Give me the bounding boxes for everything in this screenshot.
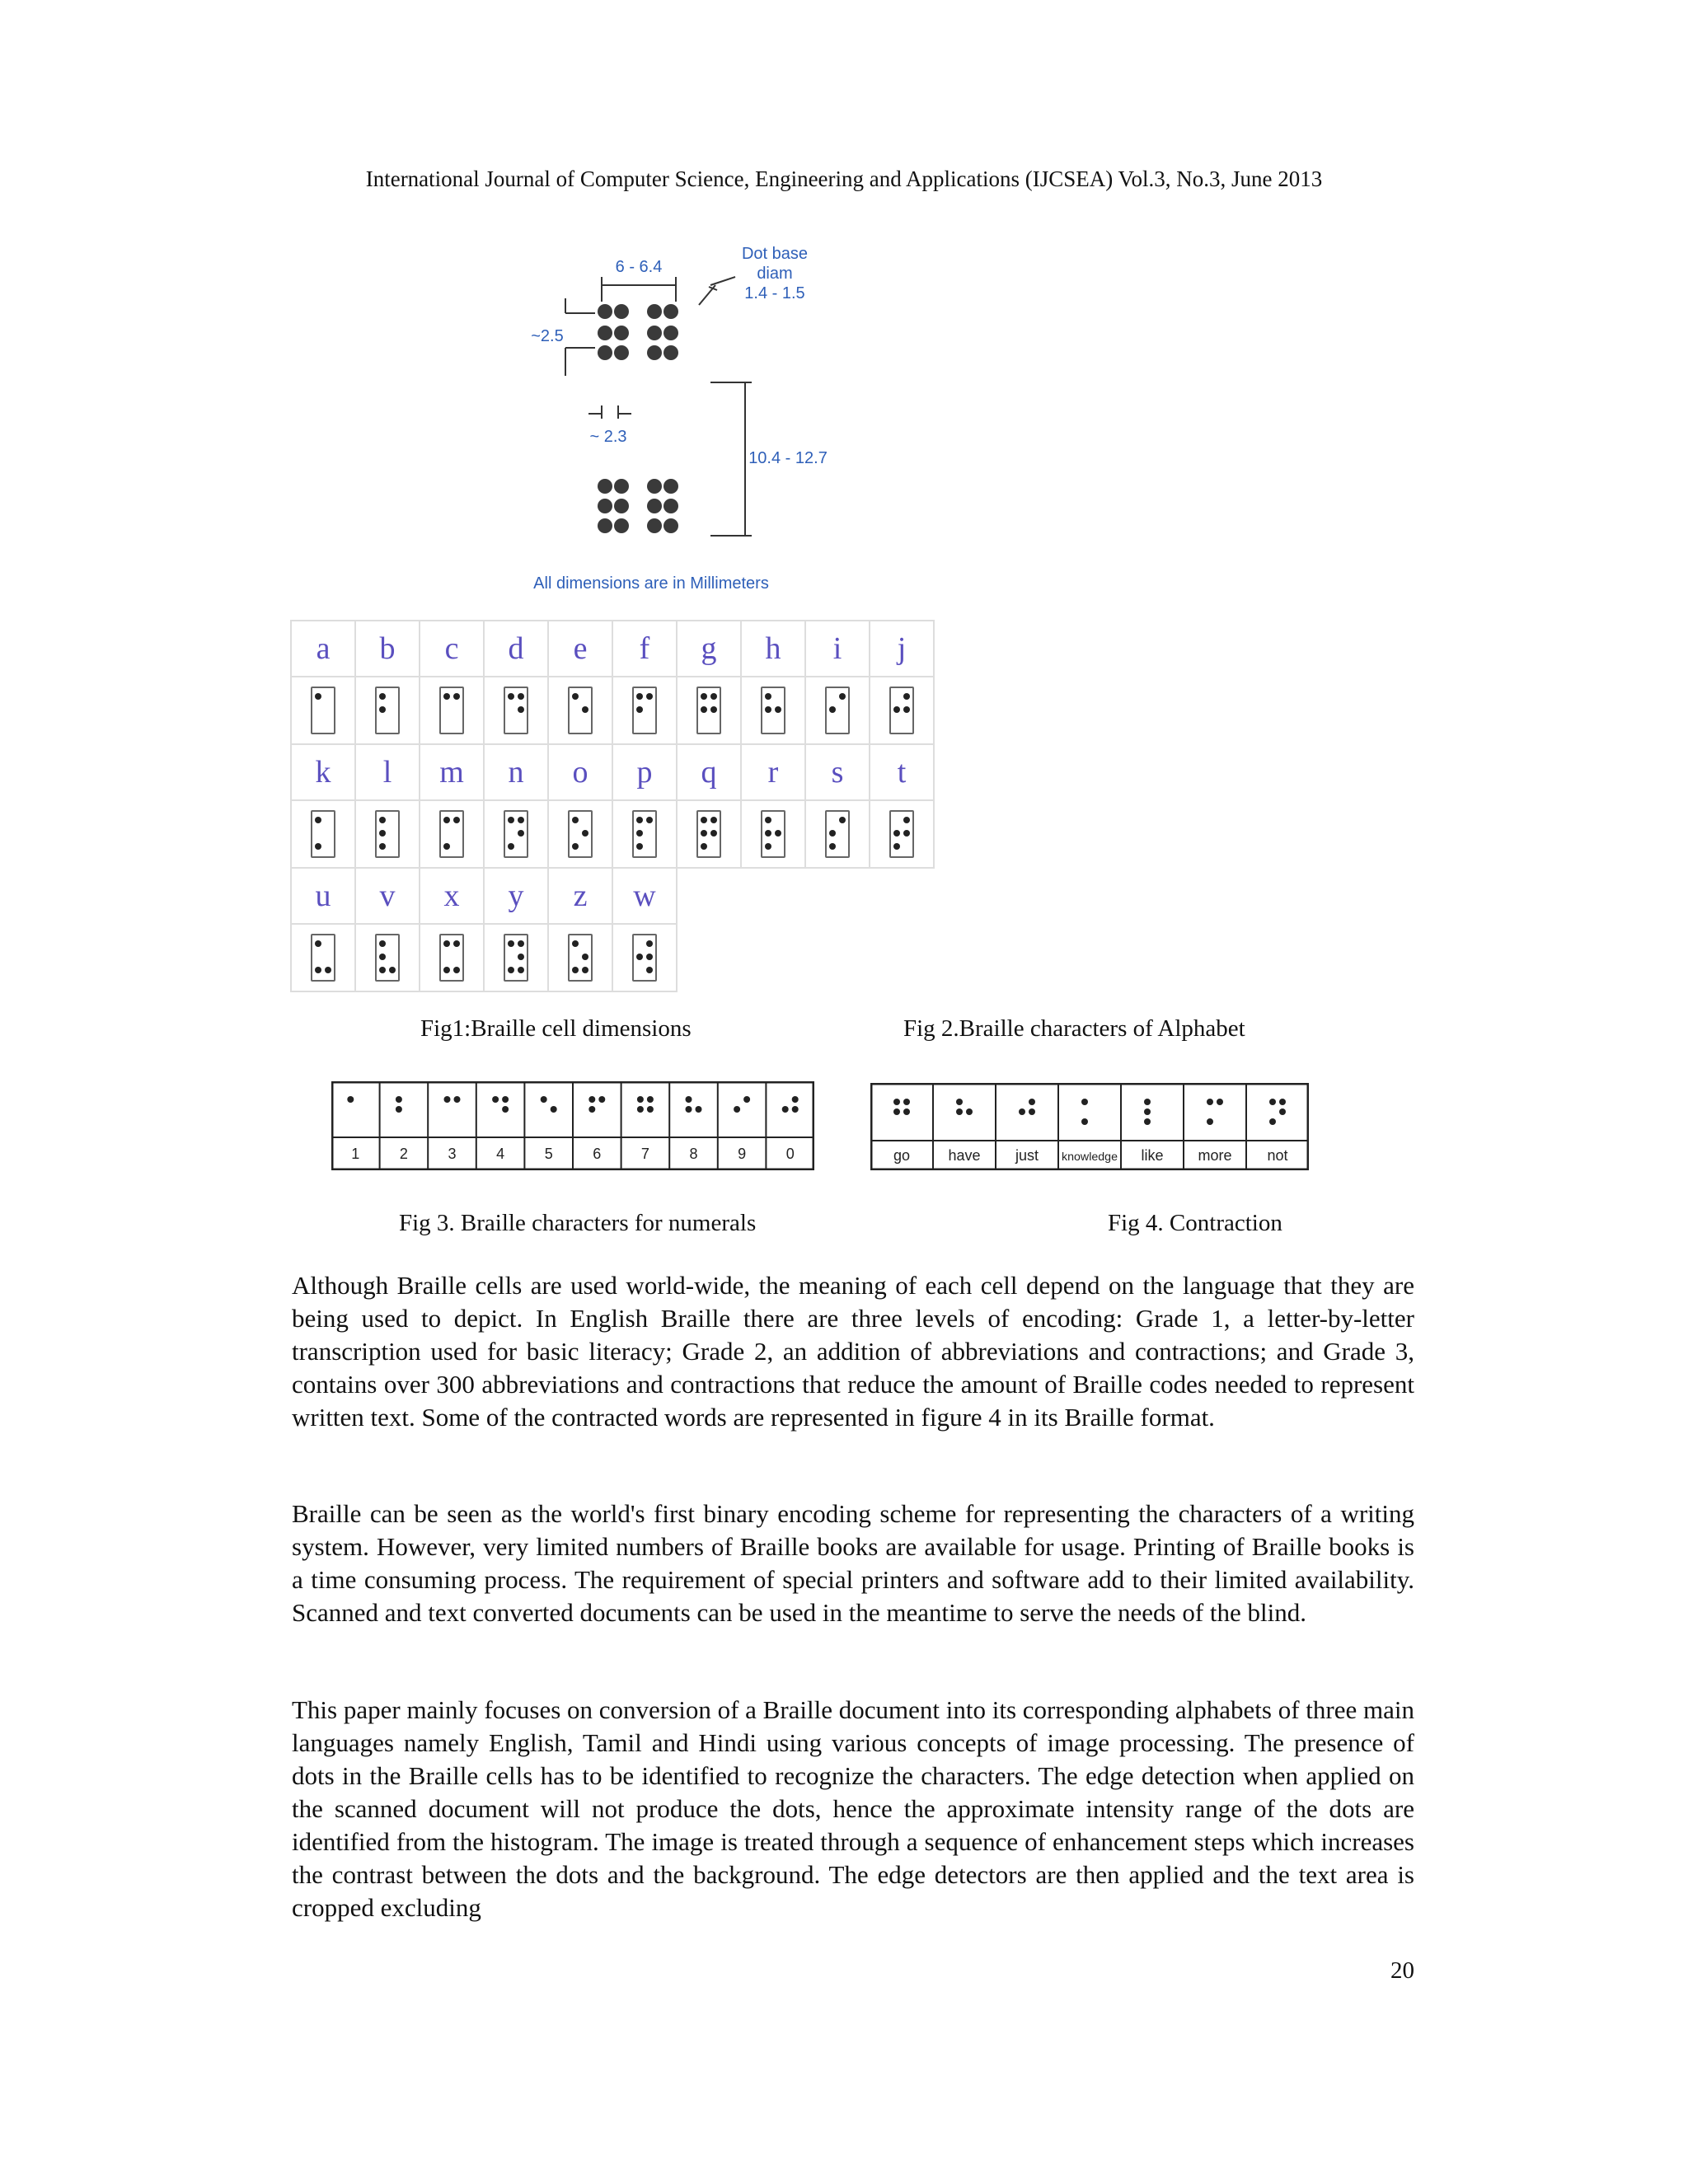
braille-dot [1207,1099,1213,1105]
empty-cell [741,924,805,991]
alphabet-cell [484,800,548,868]
braille-dot [636,693,643,700]
braille-cell [696,810,721,858]
braille-dot [1144,1099,1151,1105]
braille-dot [646,967,653,973]
cell-label: 7 [640,1146,649,1162]
braille-dot [1207,1118,1213,1125]
dot-base-label-line3: 1.4 - 1.5 [744,284,805,302]
braille-dot [1144,1108,1151,1115]
dot-base-label-line1: Dot base [741,245,809,263]
braille-dot [582,830,588,837]
page-number: 20 [1390,1957,1414,1984]
braille-cell [825,810,850,858]
braille-dot [647,499,662,513]
braille-dot [453,693,460,700]
braille-dot [588,1106,595,1113]
braille-dot [454,1096,461,1103]
fig4-caption: Fig 4. Contraction [1108,1210,1282,1236]
alphabet-cell [677,800,741,868]
alphabet-letter: m [420,744,484,800]
dimensions-footnote: All dimensions are in Millimeters [533,574,769,593]
braille-dot [829,830,836,837]
braille-dot [636,706,643,713]
braille-dot [379,940,386,947]
paragraph-1: Although Braille cells are used world-wide, the meaning of each cell depend on the language that they are being used to depict. In English Braille there are three levels of encoding: Grade 1, a letter-by-letter transcription used for basic literacy; Grade 2, an addition of abbreviations and contractions; and Grade 3, contains over 300 abbreviations and contractions that reduce the amount of Braille codes needed to represent written text. Some of the contracted words are represented in figure 4 in its Braille format. [292,1271,1414,1432]
cell-label: go [893,1147,911,1164]
braille-cell [761,687,785,734]
fig1-caption: Fig1:Braille cell dimensions [420,1015,692,1042]
alphabet-letter: o [548,744,612,800]
running-header: International Journal of Computer Science, Engineering and Applications (IJCSEA) Vol.3, No.3, June 2013 [365,166,1323,191]
alphabet-cell [355,800,420,868]
braille-dot [614,518,629,533]
braille-cell [889,687,914,734]
braille-dot [1279,1099,1286,1105]
alphabet-letter: f [612,621,677,677]
braille-dot [701,706,707,713]
empty-cell [870,868,934,924]
braille-dot [646,954,653,960]
braille-dot [1081,1099,1088,1105]
braille-dot [315,817,321,823]
braille-dot [710,817,717,823]
cell-label: 1 [351,1146,360,1162]
alphabet-cell [420,924,484,991]
braille-dot [663,518,678,533]
row-spacing-label: ~2.5 [531,327,564,345]
braille-dot [686,1106,692,1113]
braille-dot [792,1106,799,1113]
braille-dot [765,830,771,837]
braille-dot [492,1096,499,1103]
alphabet-cell [548,800,612,868]
braille-dot [444,1096,451,1103]
braille-dot [701,830,707,837]
braille-dot [582,967,588,973]
empty-cell [677,868,741,924]
alphabet-letter: n [484,744,548,800]
braille-cell [439,687,464,734]
alphabet-letter: y [484,868,548,924]
dot-base-pointer [699,285,715,305]
alphabet-cell-row [291,924,934,991]
paragraph-2: Braille can be seen as the world's first binary encoding scheme for representing the characters of a writing system. However, very limited numbers of Braille books are available for usage. Printing of Braille books is a time consuming process. The requirement of special printers and software add to their limited availability. Scanned and text converted documents can be used in the meantime to serve the needs of the blind. [292,1499,1414,1627]
braille-dot [710,830,717,837]
braille-dot [508,967,514,973]
alphabet-letter: t [870,744,934,800]
alphabet-letter-row [291,621,934,677]
braille-dot [1029,1108,1035,1115]
braille-dot [637,1096,644,1103]
cell-label: more [1198,1147,1232,1164]
alphabet-cell [291,924,355,991]
braille-dot [379,843,386,850]
braille-cell [375,687,400,734]
braille-dot [903,706,910,713]
alphabet-cell [291,677,355,744]
braille-dot [453,940,460,947]
braille-dot [614,326,629,340]
braille-dot [1269,1118,1276,1125]
braille-dot [572,967,579,973]
braille-dot [551,1106,557,1113]
braille-dot [1081,1118,1088,1125]
braille-cell [761,810,785,858]
braille-dot [443,967,450,973]
braille-cell [311,934,335,982]
braille-dot [663,345,678,360]
alphabet-letter: v [355,868,420,924]
column-gap-marker [588,405,631,419]
braille-dot [765,843,771,850]
alphabet-cell [612,677,677,744]
alphabet-cell [355,924,420,991]
alphabet-cell [420,677,484,744]
fig3-caption: Fig 3. Braille characters for numerals [399,1210,757,1236]
braille-dot [647,304,662,319]
braille-dot [734,1106,740,1113]
alphabet-letter: k [291,744,355,800]
alphabet-cell [612,800,677,868]
braille-dot [647,518,662,533]
braille-dot [1144,1118,1151,1125]
braille-dot [765,706,771,713]
alphabet-letter: z [548,868,612,924]
braille-dot [614,345,629,360]
braille-dot [710,706,717,713]
braille-dot [379,817,386,823]
cell-label: 9 [738,1146,747,1162]
cell-label: knowledge [1062,1150,1118,1163]
braille-dot [453,967,460,973]
braille-dot [389,967,396,973]
braille-dot [582,706,588,713]
braille-dot [508,940,514,947]
braille-cell [311,810,335,858]
braille-dot [508,843,514,850]
braille-dot [636,817,643,823]
alphabet-cell [805,800,870,868]
braille-dot [765,817,771,823]
braille-dot [325,967,331,973]
braille-cell [375,810,400,858]
braille-dot [379,830,386,837]
braille-dot [646,940,653,947]
braille-dot [614,304,629,319]
braille-contractions-table [870,1083,1309,1170]
braille-cell [375,934,400,982]
cell-label: not [1267,1147,1288,1164]
braille-dot [541,1096,547,1103]
braille-dot [508,693,514,700]
alphabet-letter: s [805,744,870,800]
braille-dot [1019,1108,1025,1115]
alphabet-letter: w [612,868,677,924]
alphabet-cell [355,677,420,744]
cell-label: just [1015,1147,1039,1164]
braille-dot [443,817,450,823]
braille-dot [893,1099,900,1105]
braille-dot [588,1096,595,1103]
braille-dot [502,1106,509,1113]
braille-dot [710,693,717,700]
alphabet-cell [741,800,805,868]
alphabet-cell [870,800,934,868]
fig1-dot-grid [598,304,678,533]
braille-dot [903,1108,910,1115]
braille-dot [598,345,612,360]
braille-dot [598,518,612,533]
cell-height-label: 10.4 - 12.7 [748,449,828,467]
braille-cell [632,934,657,982]
braille-cell [696,687,721,734]
spacing-label: 6 - 6.4 [615,258,663,276]
braille-dot [782,1106,789,1113]
braille-dot [598,304,612,319]
braille-dot [636,830,643,837]
alphabet-cell [870,677,934,744]
empty-cell [677,924,741,991]
alphabet-cell [805,677,870,744]
braille-dot [508,817,514,823]
braille-dot [518,940,524,947]
alphabet-letter: q [677,744,741,800]
braille-cell-dimensions-diagram [519,244,849,607]
braille-dot [1279,1108,1286,1115]
cell-label: have [948,1147,981,1164]
cell-label: 2 [399,1146,408,1162]
alphabet-letter: e [548,621,612,677]
braille-dot [443,843,450,850]
braille-dot [636,843,643,850]
braille-dot [598,499,612,513]
braille-dot [347,1096,354,1103]
braille-dot [792,1096,799,1103]
braille-dot [1269,1099,1276,1105]
row-spacing-bracket [565,298,595,376]
alphabet-cell [741,677,805,744]
alphabet-cell [484,924,548,991]
braille-cell [889,810,914,858]
braille-dot [379,954,386,960]
spacing-bracket [602,277,735,302]
empty-cell [870,924,934,991]
braille-dot [379,706,386,713]
braille-dot [614,479,629,494]
braille-dot [893,1108,900,1115]
braille-dot [379,967,386,973]
empty-cell [741,868,805,924]
dot-base-label-line2: diam [757,265,793,283]
braille-dot [696,1106,702,1113]
braille-cell [439,810,464,858]
braille-dot [598,479,612,494]
braille-dot [598,1096,605,1103]
braille-dot [663,304,678,319]
braille-dot [647,345,662,360]
braille-dot [893,843,900,850]
braille-cell [504,687,528,734]
braille-dot [453,817,460,823]
braille-dot [775,830,781,837]
braille-dot [379,693,386,700]
braille-dot [701,693,707,700]
cell-label: 6 [593,1146,602,1162]
braille-dot [315,940,321,947]
alphabet-letter: g [677,621,741,677]
alphabet-cell-row [291,677,934,744]
braille-dot [443,940,450,947]
braille-dot [903,817,910,823]
cell-label: 0 [785,1146,795,1162]
paragraph-3: This paper mainly focuses on conversion of a Braille document into its corresponding alphabets of three main languages namely English, Tamil and Hindi using various concepts of image processing. The presence of dots in the Braille cells has to be identified to recognize the characters. The edge detection when applied on the scanned document will not produce the dots, hence the approximate intensity range of the dots are identified from the histogram. The image is treated through a sequence of enhancement steps which increases the contrast between the dots and the background. The edge detectors are then applied and the text area is cropped excluding [292,1695,1414,1922]
braille-dot [966,1108,973,1115]
alphabet-cell [612,924,677,991]
braille-dot [315,843,321,850]
braille-dot [518,967,524,973]
column-gap-label: ~ 2.3 [589,428,627,446]
braille-dot [765,693,771,700]
alphabet-letter: a [291,621,355,677]
braille-dot [637,1106,644,1113]
braille-dot [518,706,524,713]
braille-cell [568,687,593,734]
alphabet-letter: x [420,868,484,924]
cell-label: 5 [544,1146,553,1162]
alphabet-cell [548,924,612,991]
alphabet-letter-row [291,868,934,924]
braille-dot [686,1096,692,1103]
fig2-caption: Fig 2.Braille characters of Alphabet [903,1015,1245,1042]
alphabet-letter: p [612,744,677,800]
braille-dot [646,817,653,823]
braille-dot [663,479,678,494]
braille-dot [647,1106,654,1113]
alphabet-cell [484,677,548,744]
braille-dot [647,479,662,494]
alphabet-letter-row [291,744,934,800]
braille-dot [396,1106,402,1113]
braille-dot [701,817,707,823]
cell-label: 4 [496,1146,505,1162]
braille-dot [903,1099,910,1105]
braille-dot [839,817,846,823]
braille-alphabet-table [290,620,935,992]
alphabet-cell [420,800,484,868]
alphabet-letter: i [805,621,870,677]
braille-dot [315,967,321,973]
braille-cell [568,934,593,982]
alphabet-cell [548,677,612,744]
braille-cell [568,810,593,858]
braille-dot [647,326,662,340]
braille-dot [893,830,900,837]
braille-dot [903,830,910,837]
braille-dot [903,693,910,700]
braille-dot [663,499,678,513]
braille-dot [572,693,579,700]
braille-cell [504,934,528,982]
braille-cell [825,687,850,734]
cell-label: like [1141,1147,1164,1164]
cell-height-bracket [710,382,752,536]
braille-dot [315,693,321,700]
braille-dot [829,706,836,713]
braille-dot [572,843,579,850]
alphabet-letter: d [484,621,548,677]
braille-dot [956,1108,963,1115]
alphabet-letter: l [355,744,420,800]
braille-dot [572,940,579,947]
alphabet-letter: c [420,621,484,677]
braille-dot [443,693,450,700]
braille-cell [504,810,528,858]
braille-dot [956,1099,963,1105]
braille-dot [1029,1099,1035,1105]
braille-dot [775,706,781,713]
braille-dot [839,693,846,700]
braille-numerals-table [331,1081,814,1170]
alphabet-letter: u [291,868,355,924]
cell-label: 8 [689,1146,698,1162]
braille-dot [829,843,836,850]
alphabet-letter: h [741,621,805,677]
braille-dot [1217,1099,1223,1105]
braille-dot [647,1096,654,1103]
empty-cell [805,924,870,991]
braille-dot [893,706,900,713]
braille-dot [572,817,579,823]
empty-cell [805,868,870,924]
braille-dot [743,1096,750,1103]
braille-dot [582,954,588,960]
alphabet-cell [291,800,355,868]
braille-dot [663,326,678,340]
braille-cell [632,687,657,734]
alphabet-letter: j [870,621,934,677]
braille-dot [614,499,629,513]
braille-cell [311,687,335,734]
alphabet-letter: r [741,744,805,800]
cell-label: 3 [448,1146,457,1162]
braille-dot [396,1096,402,1103]
braille-dot [598,326,612,340]
braille-cell [439,934,464,982]
braille-dot [646,693,653,700]
braille-cell [632,810,657,858]
alphabet-cell [677,677,741,744]
braille-dot [502,1096,509,1103]
alphabet-letter: b [355,621,420,677]
alphabet-cell-row [291,800,934,868]
braille-dot [518,693,524,700]
braille-dot [518,817,524,823]
braille-dot [701,843,707,850]
braille-dot [518,830,524,837]
braille-dot [518,954,524,960]
braille-dot [636,954,643,960]
